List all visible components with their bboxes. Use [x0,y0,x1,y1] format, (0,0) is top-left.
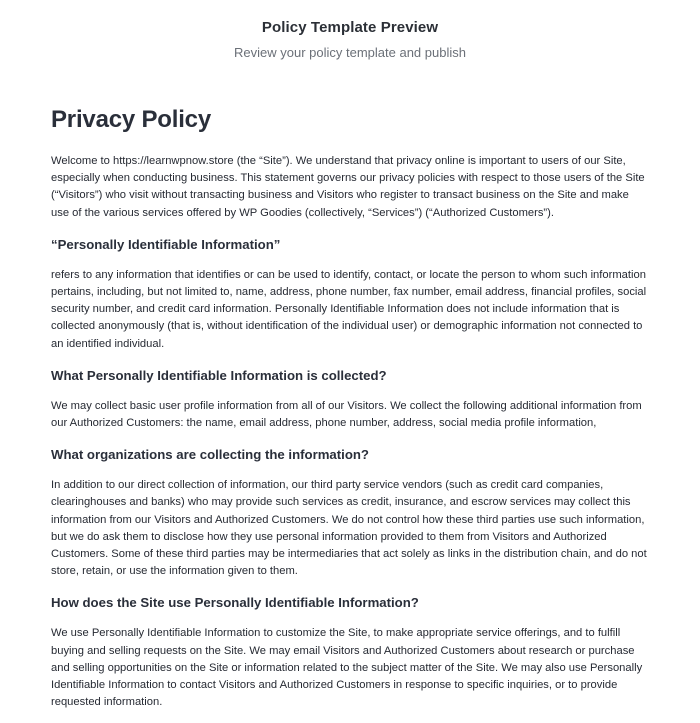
policy-document [51,104,649,711]
document-title: Privacy Policy [51,106,211,133]
section-heading-organizations: What organizations are collecting the information? [51,447,369,463]
intro-paragraph: Welcome to https://learnwpnow.store (the “Site”). We understand that privacy online is important to users of our Site, especially when conducting business. This statement governs our privacy policies with respect to those users of the Site (“Visitors”) who visit without transacting business and Visitors who register to transact business on the Site and make use of the various services offered by WP Goodies (collectively, “Services”) (“Authorized Customers”). [51,155,645,219]
section-heading-pii-collected: What Personally Identifiable Information is collected? [51,367,387,383]
section-heading-pii-usage: How does the Site use Personally Identifiable Information? [51,595,419,611]
section-body-pii-collected: We may collect basic user profile information from all of our Visitors. We collect the following additional information from our Authorized Customers: the name, email address, phone number, address, social media profile information, [51,399,642,430]
page-subtitle: Review your policy template and publish [234,45,466,60]
section-heading-pii-definition: “Personally Identifiable Information” [51,236,281,252]
section-body-pii-definition: refers to any information that identifies or can be used to identify, contact, or locate the person to whom such information pertains, including, but not limited to, name, address, phone number, fax number, email address, financial profiles, social security number, and credit card information. Personally Identifiable Information does not include information that is collected anonymously (that is, without identification of the individual user) or demographic information not connected to an identified individual. [51,268,647,350]
section-body-pii-usage: We use Personally Identifiable Information to customize the Site, to make appropriate service offerings, and to fulfill buying and selling requests on the Site. We may email Visitors and Authorized Customers about research or purchase and selling opportunities on the Site or information related to the subject matter of the Site. We may also use Personally Identifiable Information to contact Visitors and Authorized Customers in response to specific inquiries, or to provide requested information. [51,627,643,709]
page-title: Policy Template Preview [261,19,439,36]
section-body-organizations: In addition to our direct collection of information, our third party service vendors (such as credit card companies, clearinghouses and banks) who may provide such services as credit, insurance, and escrow services may collect this information from our Visitors and Authorized Customers. We do not control how these third parties use such information, but we do ask them to disclose how they use personal information provided to them from Visitors and Authorized Customers. Some of these third parties may be intermediaries that act solely as links in the distribution chain, and do not store, retain, or use the information given to them. [51,479,647,578]
